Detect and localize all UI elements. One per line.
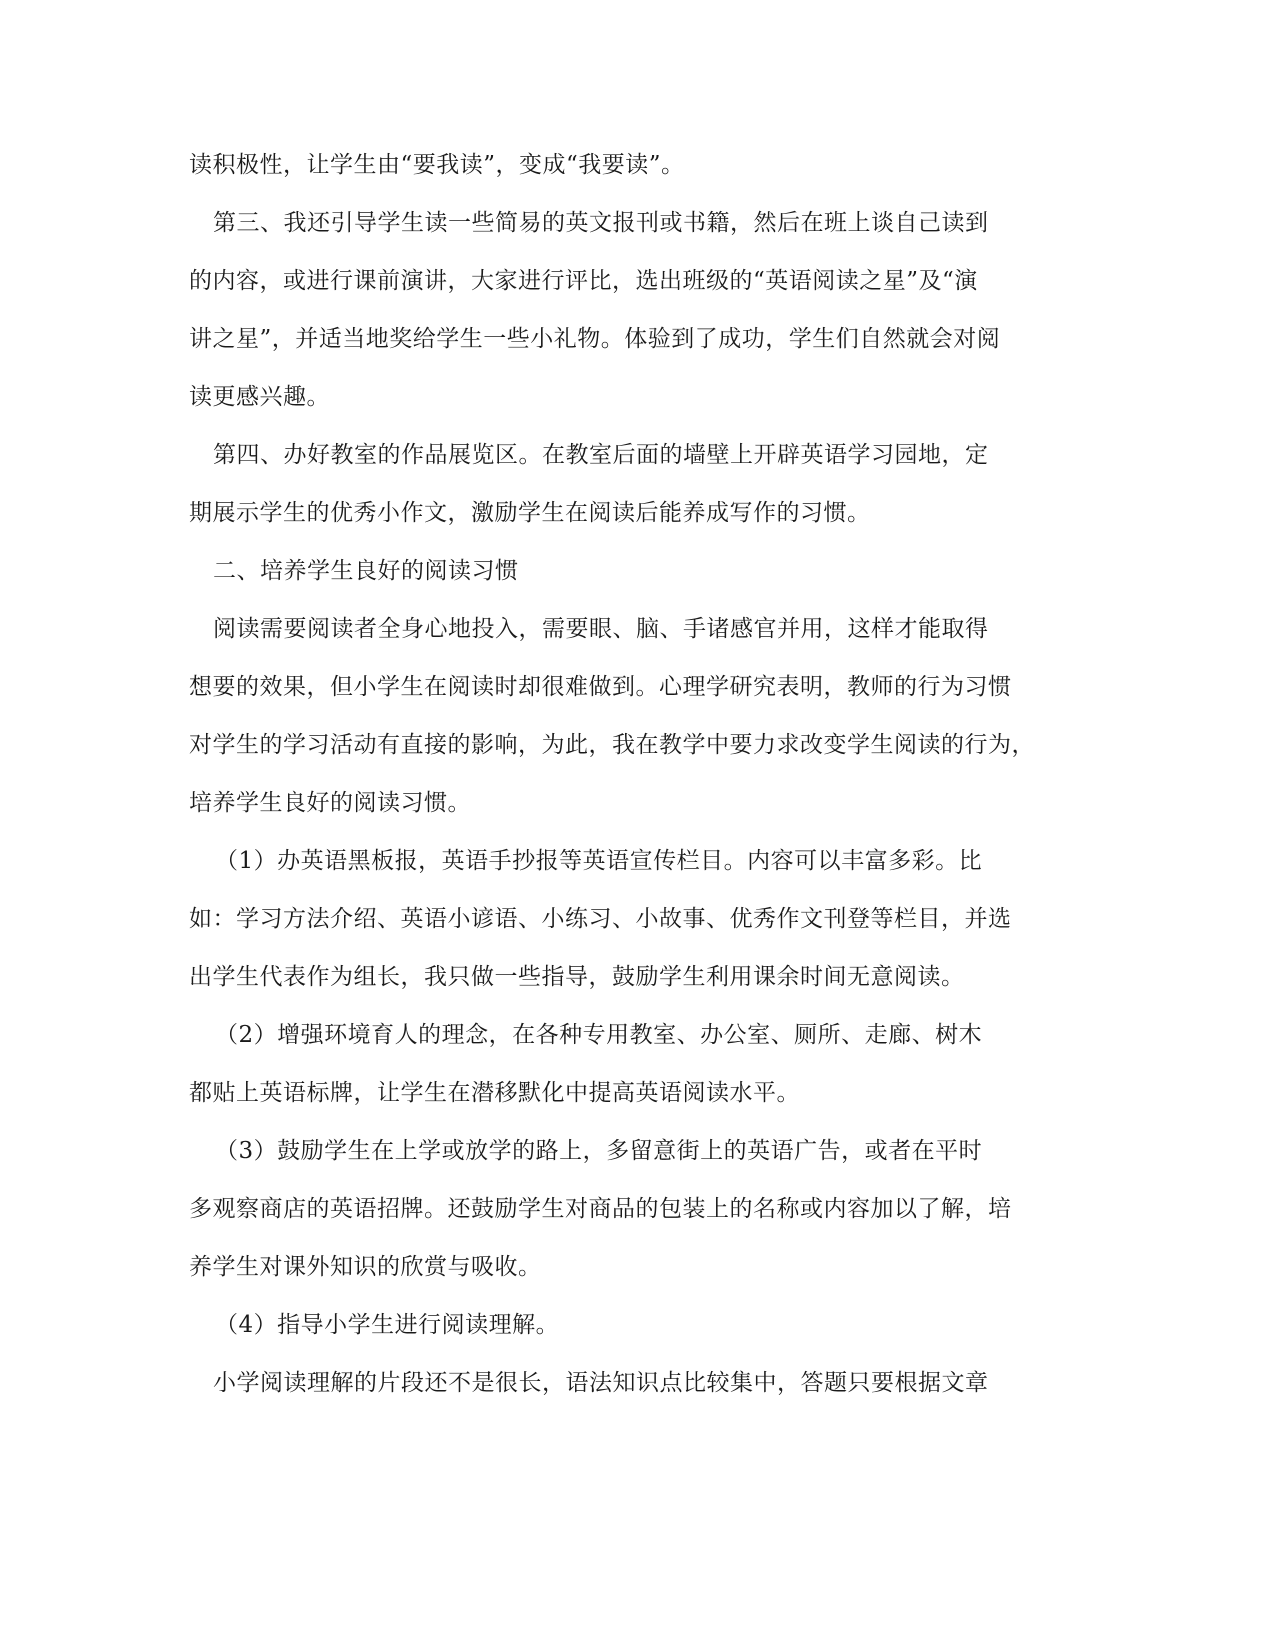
text-line: 第四、办好教室的作品展览区。在教室后面的墙壁上开辟英语学习园地，定 [213,442,989,468]
text-line: 的内容，或进行课前演讲，大家进行评比，选出班级的“英语阅读之星”及“演 [189,268,978,294]
text-line: （1）办英语黑板报，英语手抄报等英语宣传栏目。内容可以丰富多彩。比 [215,848,983,874]
text-line: 如：学习方法介绍、英语小谚语、小练习、小故事、优秀作文刊登等栏目，并选 [189,906,1012,932]
text-line: （3）鼓励学生在上学或放学的路上，多留意街上的英语广告，或者在平时 [215,1138,983,1164]
text-line: （4）指导小学生进行阅读理解。 [215,1312,560,1338]
text-line: 第三、我还引导学生读一些简易的英文报刊或书籍，然后在班上谈自己读到 [213,210,989,236]
text-line: 读更感兴趣。 [189,384,330,410]
text-line: 养学生对课外知识的欣赏与吸收。 [189,1254,542,1280]
text-line: 讲之星”，并适当地奖给学生一些小礼物。体验到了成功，学生们自然就会对阅 [189,326,1001,352]
text-line: 对学生的学习活动有直接的影响，为此，我在教学中要力求改变学生阅读的行为， [189,732,1035,758]
text-line: （2）增强环境育人的理念，在各种专用教室、办公室、厕所、走廊、树木 [215,1022,983,1048]
text-line: 小学阅读理解的片段还不是很长，语法知识点比较集中，答题只要根据文章 [213,1370,989,1396]
text-line: 期展示学生的优秀小作文，激励学生在阅读后能养成写作的习惯。 [189,500,871,526]
text-line: 多观察商店的英语招牌。还鼓励学生对商品的包装上的名称或内容加以了解，培 [189,1196,1012,1222]
text-line: 阅读需要阅读者全身心地投入，需要眼、脑、手诸感官并用，这样才能取得 [213,616,989,642]
text-line: 想要的效果，但小学生在阅读时却很难做到。心理学研究表明，教师的行为习惯 [189,674,1012,700]
text-line: 都贴上英语标牌，让学生在潜移默化中提高英语阅读水平。 [189,1080,800,1106]
text-line: 培养学生良好的阅读习惯。 [189,790,471,816]
text-line: 出学生代表作为组长，我只做一些指导，鼓励学生利用课余时间无意阅读。 [189,964,965,990]
text-line: 读积极性，让学生由“要我读”，变成“我要读”。 [189,152,685,178]
section-heading: 二、培养学生良好的阅读习惯 [213,558,519,584]
